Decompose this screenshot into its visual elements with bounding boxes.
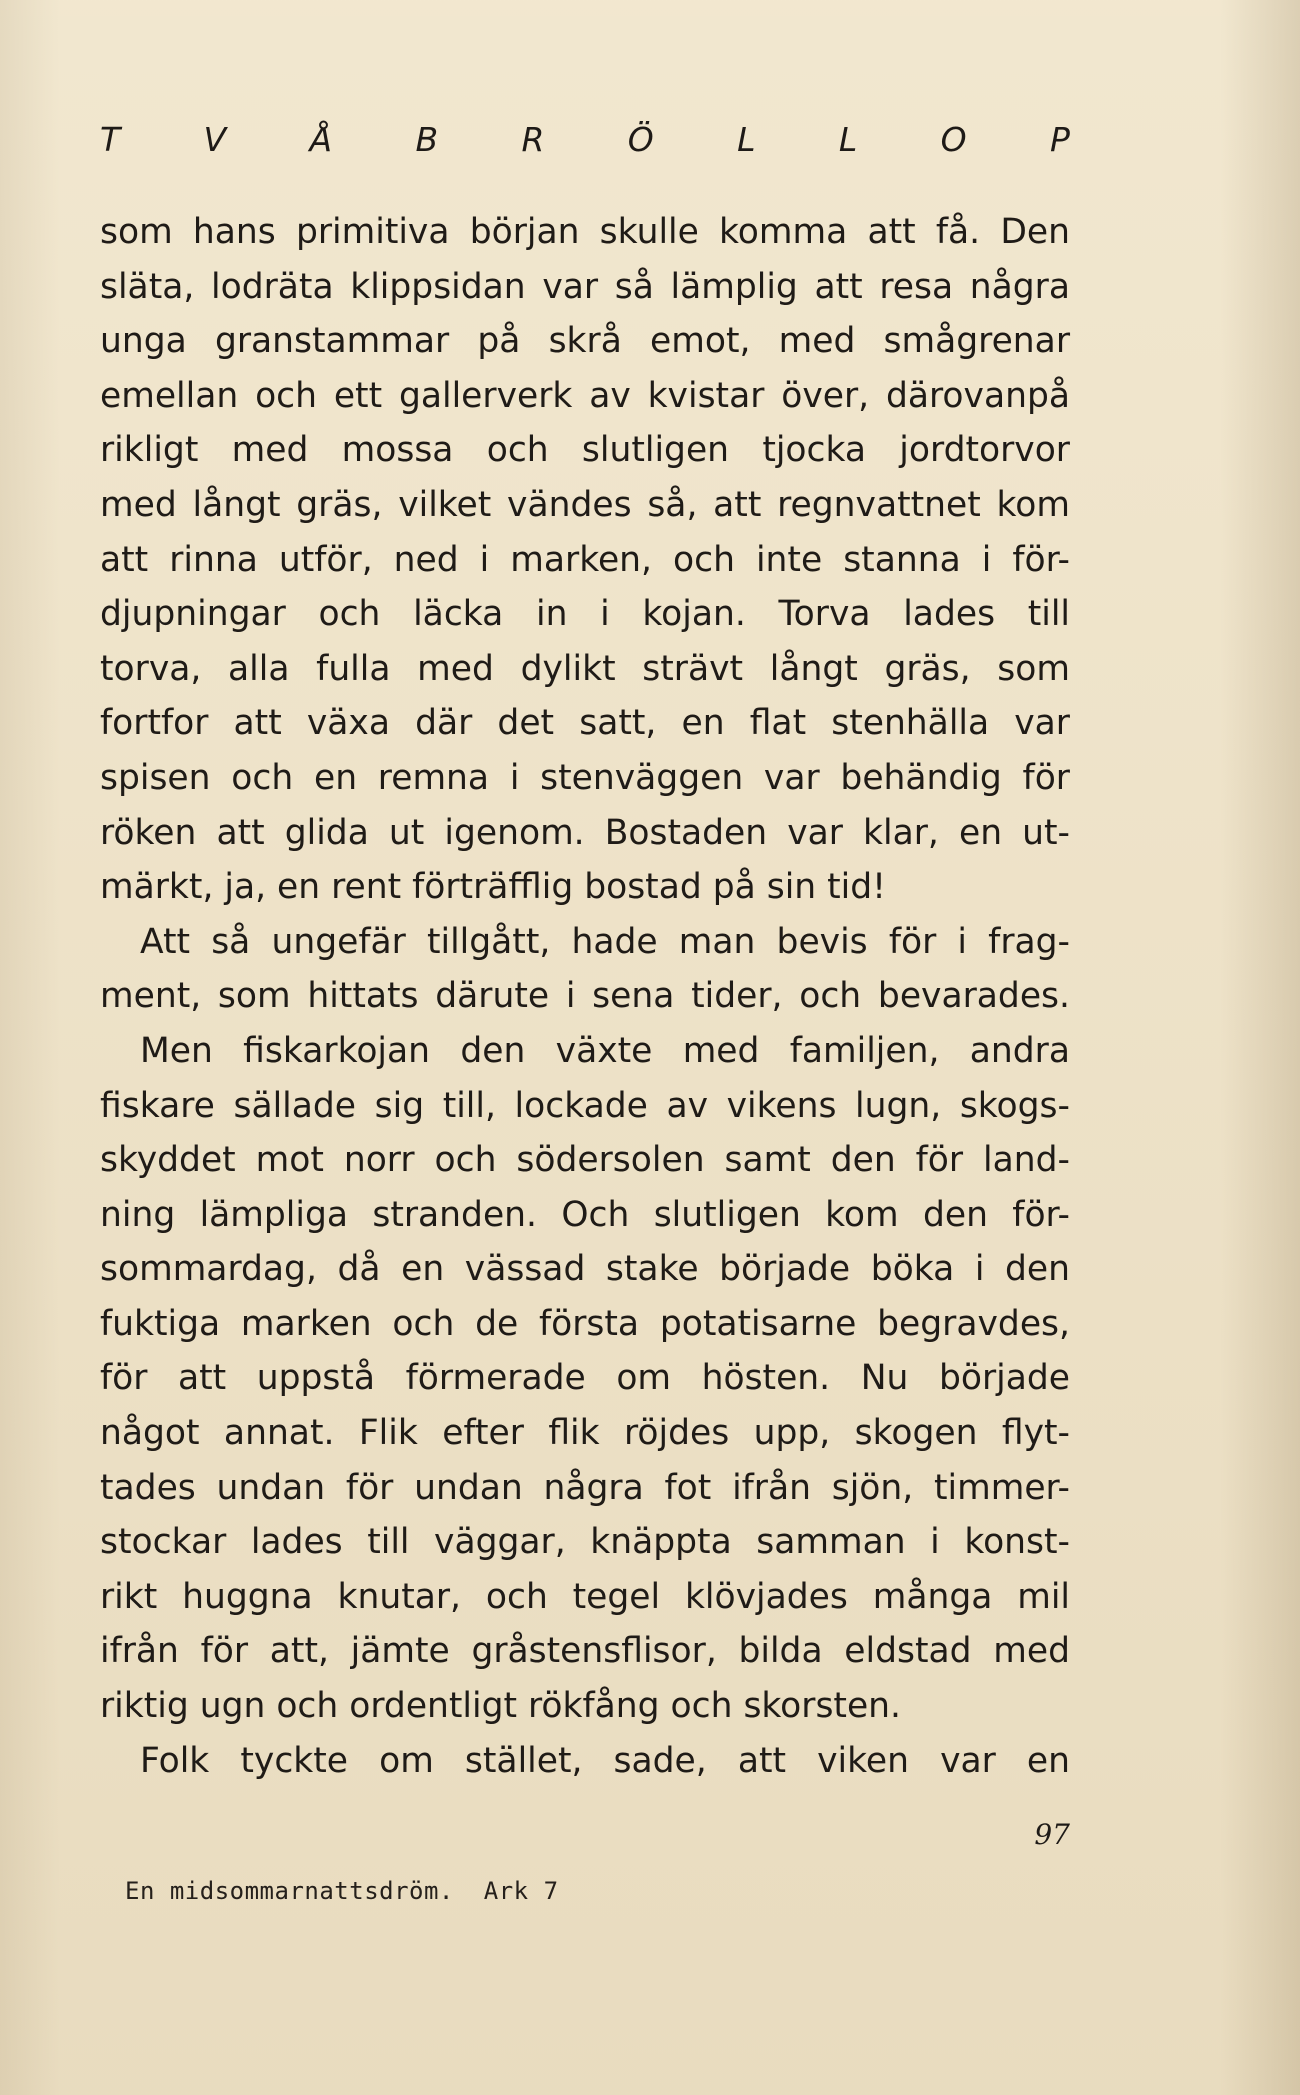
running-head-letter: Ö: [627, 120, 654, 159]
text-line: med långt gräs, vilket vändes så, att regnvattnet kom: [100, 484, 1070, 525]
text-line: röken att glida ut igenom. Bostaden var klar, en ut-: [100, 812, 1070, 853]
text-line: att rinna utför, ned i marken, och inte stanna i för-: [100, 539, 1070, 580]
printer-signature: En midsommarnattsdröm. Ark 7: [125, 1877, 559, 1905]
running-head-letter: B: [415, 120, 439, 159]
running-head-letter: P: [1050, 120, 1070, 159]
text-line: ning lämpliga stranden. Och slutligen kom den för-: [100, 1194, 1070, 1235]
text-line: fuktiga marken och de första potatisarne begravdes,: [100, 1303, 1070, 1344]
text-line: torva, alla fulla med dylikt strävt långt gräs, som: [100, 648, 1070, 689]
running-head-letter: O: [940, 120, 967, 159]
text-line: djupningar och läcka in i kojan. Torva lades till: [100, 594, 1070, 635]
running-head: [100, 120, 1070, 159]
text-line: sommardag, då en vässad stake började böka i den: [100, 1249, 1070, 1290]
text-line: tades undan för undan några fot ifrån sjön, timmer-: [100, 1467, 1070, 1508]
text-line: Folk tyckte om stället, sade, att viken var en: [140, 1740, 1070, 1781]
text-line: riktig ugn och ordentligt rökfång och skorsten.: [100, 1686, 902, 1727]
text-line: skyddet mot norr och södersolen samt den för land-: [100, 1140, 1070, 1181]
text-line: något annat. Flik efter flik röjdes upp, skogen flyt-: [100, 1413, 1070, 1454]
running-head-letter: L: [737, 120, 756, 159]
text-line: spisen och en remna i stenväggen var behändig för: [100, 757, 1070, 798]
body-text: [100, 205, 1070, 1788]
running-head-letter: T: [100, 120, 121, 159]
text-line: rikligt med mossa och slutligen tjocka jordtorvor: [100, 430, 1070, 471]
text-line: släta, lodräta klippsidan var så lämplig att resa några: [100, 266, 1070, 307]
running-head-letter: R: [521, 120, 545, 159]
text-line: unga granstammar på skrå emot, med smågrenar: [100, 321, 1070, 362]
running-head-letter: L: [838, 120, 858, 159]
text-line: emellan och ett gallerverk av kvistar över, därovanpå: [100, 375, 1070, 416]
text-line: för att uppstå förmerade om hösten. Nu började: [100, 1358, 1070, 1399]
running-head-letter: V: [203, 120, 227, 159]
text-line: som hans primitiva början skulle komma att få. Den: [100, 212, 1070, 252]
text-line: märkt, ja, en rent förträfflig bostad på sin tid!: [100, 867, 886, 908]
text-line: Att så ungefär tillgått, hade man bevis för i frag-: [140, 921, 1070, 962]
text-line: Men fiskarkojan den växte med familjen, andra: [140, 1030, 1070, 1071]
text-line: fiskare sällade sig till, lockade av vikens lugn, skogs-: [100, 1085, 1070, 1126]
text-line: rikt huggna knutar, och tegel klövjades många mil: [100, 1576, 1070, 1617]
text-line: ifrån för att, jämte gråstensflisor, bilda eldstad med: [100, 1631, 1070, 1672]
running-head-letter: Å: [309, 120, 333, 159]
text-line: fortfor att växa där det satt, en flat stenhälla var: [100, 703, 1070, 744]
page-number: 97: [1034, 1818, 1070, 1851]
text-line: stockar lades till väggar, knäppta samman i konst-: [100, 1522, 1070, 1563]
text-line: ment, som hittats därute i sena tider, och bevarades.: [100, 976, 1070, 1017]
